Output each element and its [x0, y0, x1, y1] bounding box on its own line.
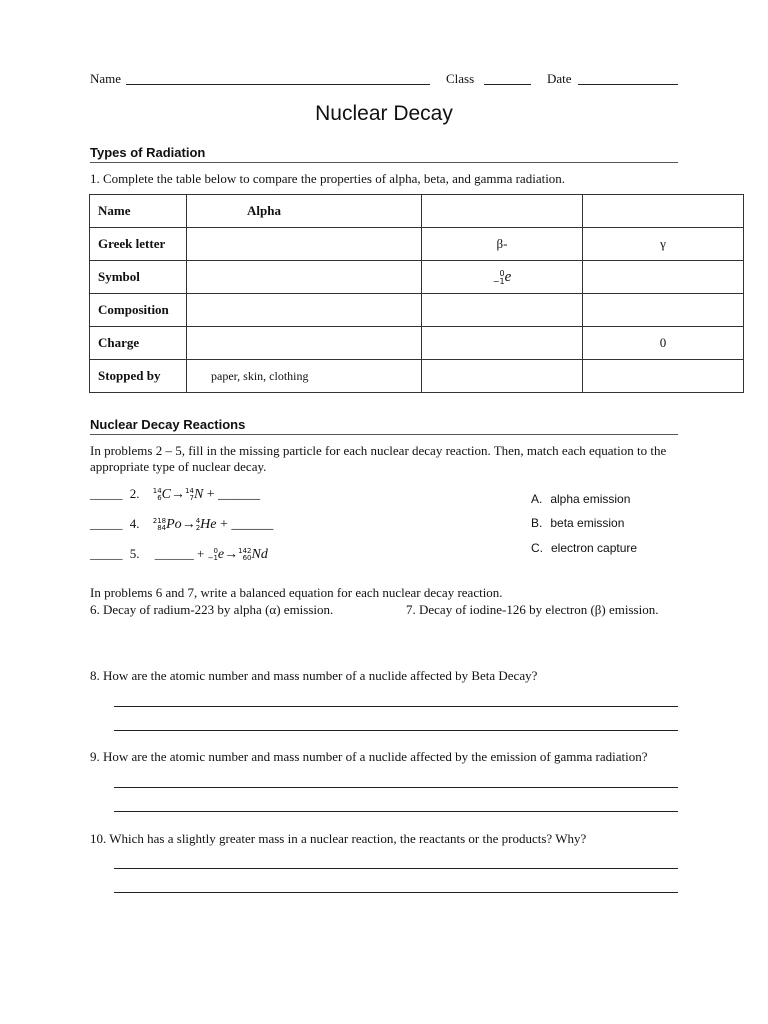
problem-5: _____ 5. ______ + 0 −1e→142 60Nd: [90, 546, 268, 562]
cell-alpha-symbol[interactable]: [187, 261, 422, 294]
cell-gamma-charge: 0: [583, 327, 744, 360]
row-label: Symbol: [90, 261, 187, 294]
problem-2: _____ 2. 14 6C→14 7N + ______: [90, 486, 261, 502]
problem-4: _____ 4. 218 84Po→4 2He + ______: [90, 516, 274, 532]
cell-beta-name[interactable]: [422, 195, 583, 228]
cell-beta-symbol: [422, 261, 583, 294]
question-7: 7. Decay of iodine-126 by electron (β) emission.: [406, 602, 659, 617]
answer-line[interactable]: [114, 811, 678, 812]
row-label: Composition: [90, 294, 187, 327]
name-field[interactable]: [126, 84, 430, 85]
question-10: 10. Which has a slightly greater mass in a nuclear reaction, the reactants or the products? Why?: [90, 831, 587, 846]
page-title: Nuclear Decay: [315, 102, 453, 125]
answer-blank[interactable]: _____: [90, 486, 123, 501]
choice-a: A. alpha emission: [531, 492, 631, 506]
name-label: Name: [90, 71, 122, 86]
class-field[interactable]: [484, 84, 531, 85]
choice-b: B. beta emission: [531, 516, 625, 530]
question-6: 6. Decay of radium-223 by alpha (α) emission.: [90, 602, 334, 617]
answer-blank[interactable]: _____: [90, 516, 123, 531]
cell-alpha-stopped: paper, skin, clothing: [187, 360, 422, 393]
choice-c: C. electron capture: [531, 541, 638, 555]
cell-gamma-symbol[interactable]: [583, 261, 744, 294]
date-label: Date: [547, 71, 572, 86]
table-row: [90, 195, 744, 228]
section-divider: [90, 434, 678, 435]
section-heading-reactions: Nuclear Decay Reactions: [90, 417, 246, 432]
row-label: Stopped by: [90, 360, 187, 393]
cell-alpha-name: Alpha: [187, 195, 422, 228]
row-label: Greek letter: [90, 228, 187, 261]
answer-line[interactable]: [114, 730, 678, 731]
cell-gamma-composition[interactable]: [583, 294, 744, 327]
cell-beta-greek: β-: [422, 228, 583, 261]
row-label: Charge: [90, 327, 187, 360]
cell-beta-stopped[interactable]: [422, 360, 583, 393]
cell-gamma-stopped[interactable]: [583, 360, 744, 393]
cell-gamma-greek: γ: [583, 228, 744, 261]
cell-alpha-greek[interactable]: [187, 228, 422, 261]
section-heading-types: Types of Radiation: [90, 145, 206, 160]
radiation-table: [89, 194, 744, 393]
cell-alpha-charge[interactable]: [187, 327, 422, 360]
cell-alpha-composition[interactable]: [187, 294, 422, 327]
cell-gamma-name[interactable]: [583, 195, 744, 228]
row-label: Name: [90, 195, 187, 228]
table-row: [90, 294, 744, 327]
beta-symbol: 0 −1e: [492, 268, 512, 286]
answer-blank[interactable]: _____: [90, 546, 123, 561]
table-row: [90, 327, 744, 360]
answer-line[interactable]: [114, 868, 678, 869]
question-1: 1. Complete the table below to compare the properties of alpha, beta, and gamma radiation.: [90, 171, 566, 186]
table-row: [90, 228, 744, 261]
table-row: [90, 261, 744, 294]
date-field[interactable]: [578, 84, 678, 85]
cell-beta-charge[interactable]: [422, 327, 583, 360]
cell-beta-composition[interactable]: [422, 294, 583, 327]
balanced-intro: In problems 6 and 7, write a balanced equation for each nuclear decay reaction.: [90, 585, 503, 600]
table-row: [90, 360, 744, 393]
question-8: 8. How are the atomic number and mass number of a nuclide affected by Beta Decay?: [90, 668, 538, 683]
section-divider: [90, 162, 678, 163]
question-9: 9. How are the atomic number and mass number of a nuclide affected by the emission of gamma radiation?: [90, 749, 648, 764]
answer-line[interactable]: [114, 706, 678, 707]
answer-line[interactable]: [114, 787, 678, 788]
class-label: Class: [446, 71, 475, 86]
reactions-intro: In problems 2 – 5, fill in the missing particle for each nuclear decay reaction. Then, match each equation to the appropriate type of nuclear decay.: [90, 443, 667, 474]
answer-line[interactable]: [114, 892, 678, 893]
